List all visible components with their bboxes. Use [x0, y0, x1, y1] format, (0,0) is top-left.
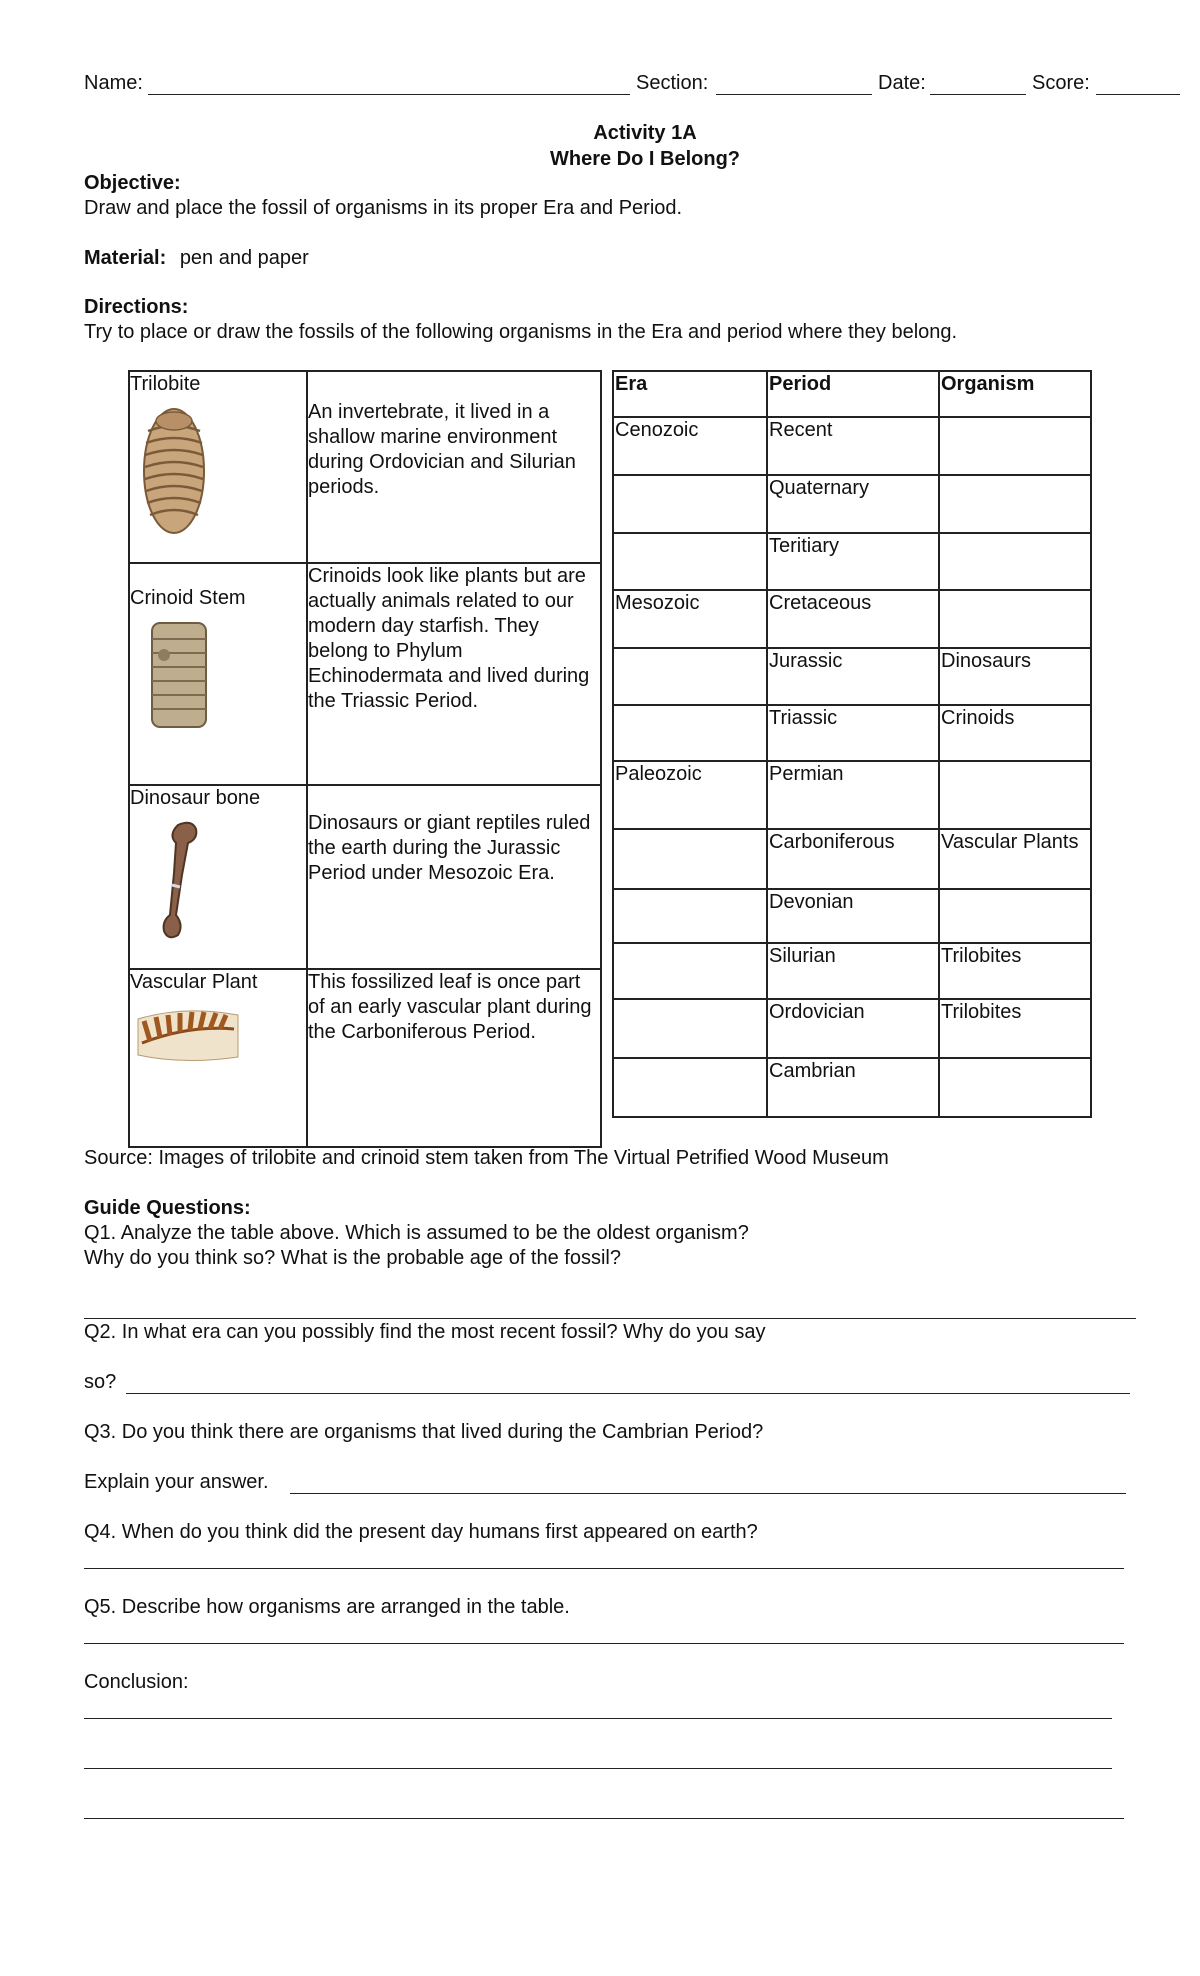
objective-heading: Objective: — [84, 172, 181, 194]
table-row — [613, 590, 1091, 648]
source-note: Source: Images of trilobite and crinoid stem taken from The Virtual Petrified Wood Museum — [84, 1147, 889, 1169]
question-3-text-continued: Explain your answer. — [84, 1471, 269, 1493]
era-table-header-row — [613, 371, 1091, 417]
era-cell — [613, 705, 767, 761]
organism-cell[interactable] — [939, 475, 1091, 533]
era-cell — [613, 829, 767, 889]
date-label: Date: — [878, 72, 926, 94]
table-row — [613, 829, 1091, 889]
conclusion-line-1[interactable] — [84, 1718, 1112, 1719]
table-row — [613, 761, 1091, 829]
era-cell: Paleozoic — [613, 761, 767, 829]
question-3-text: Q3. Do you think there are organisms that lived during the Cambrian Period? — [84, 1421, 764, 1443]
directions-heading: Directions: — [84, 296, 189, 318]
fossil-description-cell — [307, 371, 601, 563]
activity-subtitle: Where Do I Belong? — [550, 148, 740, 170]
score-label: Score: — [1032, 72, 1090, 94]
organism-cell[interactable] — [939, 1058, 1091, 1117]
organism-cell[interactable] — [939, 761, 1091, 829]
fossil-description: This fossilized leaf is once part of an early vascular plant during the Carboniferous Period. — [308, 971, 592, 1043]
conclusion-label: Conclusion: — [84, 1671, 189, 1693]
answer-line-q5[interactable] — [84, 1643, 1124, 1644]
table-row — [613, 889, 1091, 943]
era-cell: Mesozoic — [613, 590, 767, 648]
conclusion-line-2[interactable] — [84, 1768, 1112, 1769]
table-row — [613, 999, 1091, 1058]
period-cell: Quaternary — [767, 475, 939, 533]
fossil-description-cell — [307, 563, 601, 785]
vascular-plant-image — [134, 999, 244, 1069]
period-cell: Silurian — [767, 943, 939, 999]
directions-text: Try to place or draw the fossils of the following organisms in the Era and period where they belong. — [84, 321, 958, 343]
period-cell: Triassic — [767, 705, 939, 761]
fossil-row-trilobite — [129, 371, 601, 563]
section-field[interactable] — [716, 94, 872, 95]
organism-cell[interactable] — [939, 889, 1091, 943]
fossil-name-cell — [129, 563, 307, 785]
conclusion-line-3[interactable] — [84, 1818, 1124, 1819]
era-cell — [613, 943, 767, 999]
organism-cell[interactable]: Trilobites — [939, 943, 1091, 999]
period-cell: Devonian — [767, 889, 939, 943]
era-cell — [613, 475, 767, 533]
organism-cell[interactable]: Dinosaurs — [939, 648, 1091, 705]
organism-cell[interactable] — [939, 590, 1091, 648]
answer-line-q3[interactable] — [290, 1493, 1126, 1494]
period-cell: Cambrian — [767, 1058, 939, 1117]
fossil-description: Dinosaurs or giant reptiles ruled the earth during the Jurassic Period under Mesozoic Era. — [308, 812, 591, 884]
era-cell — [613, 889, 767, 943]
question-2-text-continued: so? — [84, 1371, 117, 1393]
fossil-name-cell — [129, 969, 307, 1147]
era-cell: Cenozoic — [613, 417, 767, 475]
trilobite-image — [134, 401, 218, 541]
question-4-text: Q4. When do you think did the present day humans first appeared on earth? — [84, 1521, 758, 1543]
objective-text: Draw and place the fossil of organisms in its proper Era and Period. — [84, 197, 683, 219]
question-1-text: Q1. Analyze the table above. Which is assumed to be the oldest organism? — [84, 1222, 749, 1244]
period-cell: Cretaceous — [767, 590, 939, 648]
column-header-organism: Organism — [939, 371, 1091, 417]
fossil-description-cell — [307, 969, 601, 1147]
section-label: Section: — [636, 72, 709, 94]
column-header-period: Period — [767, 371, 939, 417]
period-cell: Recent — [767, 417, 939, 475]
answer-line-q4[interactable] — [84, 1568, 1124, 1569]
material-row — [84, 247, 309, 270]
fossil-name: Crinoid Stem — [130, 587, 246, 609]
table-row — [613, 705, 1091, 761]
score-field[interactable] — [1096, 94, 1180, 95]
era-cell — [613, 999, 767, 1058]
table-row — [613, 533, 1091, 590]
period-cell: Teritiary — [767, 533, 939, 590]
question-1-text-continued: Why do you think so? What is the probable age of the fossil? — [84, 1247, 621, 1269]
fossil-row-vascular-plant — [129, 969, 601, 1147]
organism-cell[interactable]: Trilobites — [939, 999, 1091, 1058]
era-cell — [613, 533, 767, 590]
guide-questions-heading: Guide Questions: — [84, 1197, 251, 1219]
date-field[interactable] — [930, 94, 1026, 95]
organism-cell[interactable] — [939, 417, 1091, 475]
era-period-table — [612, 370, 1092, 1118]
crinoid-stem-image — [134, 615, 218, 735]
organism-cell[interactable]: Vascular Plants — [939, 829, 1091, 889]
answer-line-q2[interactable] — [126, 1393, 1130, 1394]
fossil-name-cell — [129, 371, 307, 563]
table-row — [613, 1058, 1091, 1117]
material-heading: Material: — [84, 247, 167, 269]
name-label: Name: — [84, 72, 143, 94]
era-cell — [613, 648, 767, 705]
question-2-text: Q2. In what era can you possibly find the most recent fossil? Why do you say — [84, 1321, 766, 1343]
fossil-description-cell — [307, 785, 601, 969]
period-cell: Permian — [767, 761, 939, 829]
table-row — [613, 943, 1091, 999]
period-cell: Ordovician — [767, 999, 939, 1058]
material-text: pen and paper — [179, 247, 309, 269]
fossil-description: An invertebrate, it lived in a shallow marine environment during Ordovician and Silurian periods. — [308, 401, 576, 498]
fossil-name-cell — [129, 785, 307, 969]
organism-cell[interactable] — [939, 533, 1091, 590]
fossil-name: Vascular Plant — [130, 971, 258, 993]
name-field[interactable] — [148, 94, 630, 95]
answer-line-q1[interactable] — [84, 1318, 1136, 1319]
period-cell: Carboniferous — [767, 829, 939, 889]
fossil-description: Crinoids look like plants but are actually animals related to our modern day starfish. They belong to Phylum Echinodermata and lived during the Triassic Period. — [308, 565, 590, 712]
fossil-name: Trilobite — [130, 373, 201, 395]
organism-cell[interactable]: Crinoids — [939, 705, 1091, 761]
table-row — [613, 417, 1091, 475]
fossil-name: Dinosaur bone — [130, 787, 261, 809]
column-header-era: Era — [613, 371, 767, 417]
question-5-text: Q5. Describe how organisms are arranged in the table. — [84, 1596, 570, 1618]
era-cell — [613, 1058, 767, 1117]
fossil-table — [128, 370, 602, 1148]
fossil-row-dinosaur — [129, 785, 601, 969]
activity-title: Activity 1A — [593, 122, 697, 144]
table-row — [613, 648, 1091, 705]
dinosaur-bone-image — [134, 815, 218, 945]
table-row — [613, 475, 1091, 533]
period-cell: Jurassic — [767, 648, 939, 705]
fossil-row-crinoid — [129, 563, 601, 785]
